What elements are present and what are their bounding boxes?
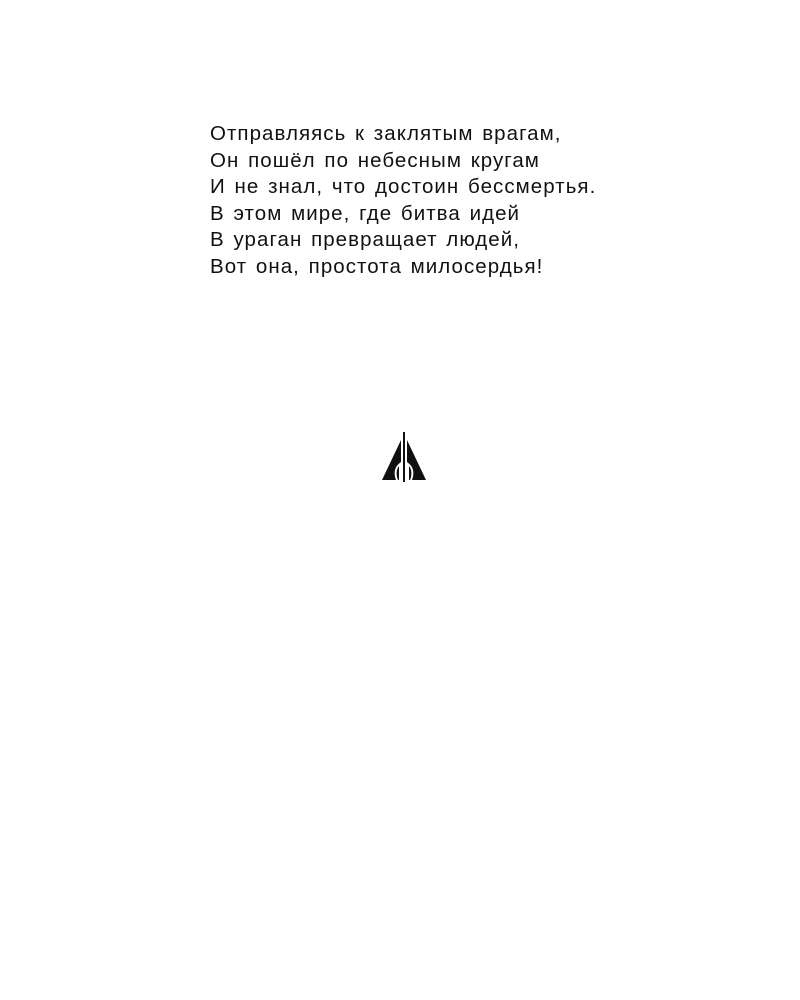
poem-line-3: И не знал, что достоин бессмертья. bbox=[210, 175, 597, 199]
poem-line-5: В ураган превращает людей, bbox=[210, 228, 520, 252]
poem-line-6: Вот она, простота милосердья! bbox=[210, 254, 544, 278]
poem-line-2: Он пошёл по небесным кругам bbox=[210, 148, 540, 172]
poem-line-1: Отправляясь к заклятым врагам, bbox=[210, 122, 562, 145]
poem-stanza bbox=[210, 121, 730, 281]
publisher-logo-icon bbox=[380, 432, 428, 482]
poem-line-4: В этом мире, где битва идей bbox=[210, 201, 521, 225]
